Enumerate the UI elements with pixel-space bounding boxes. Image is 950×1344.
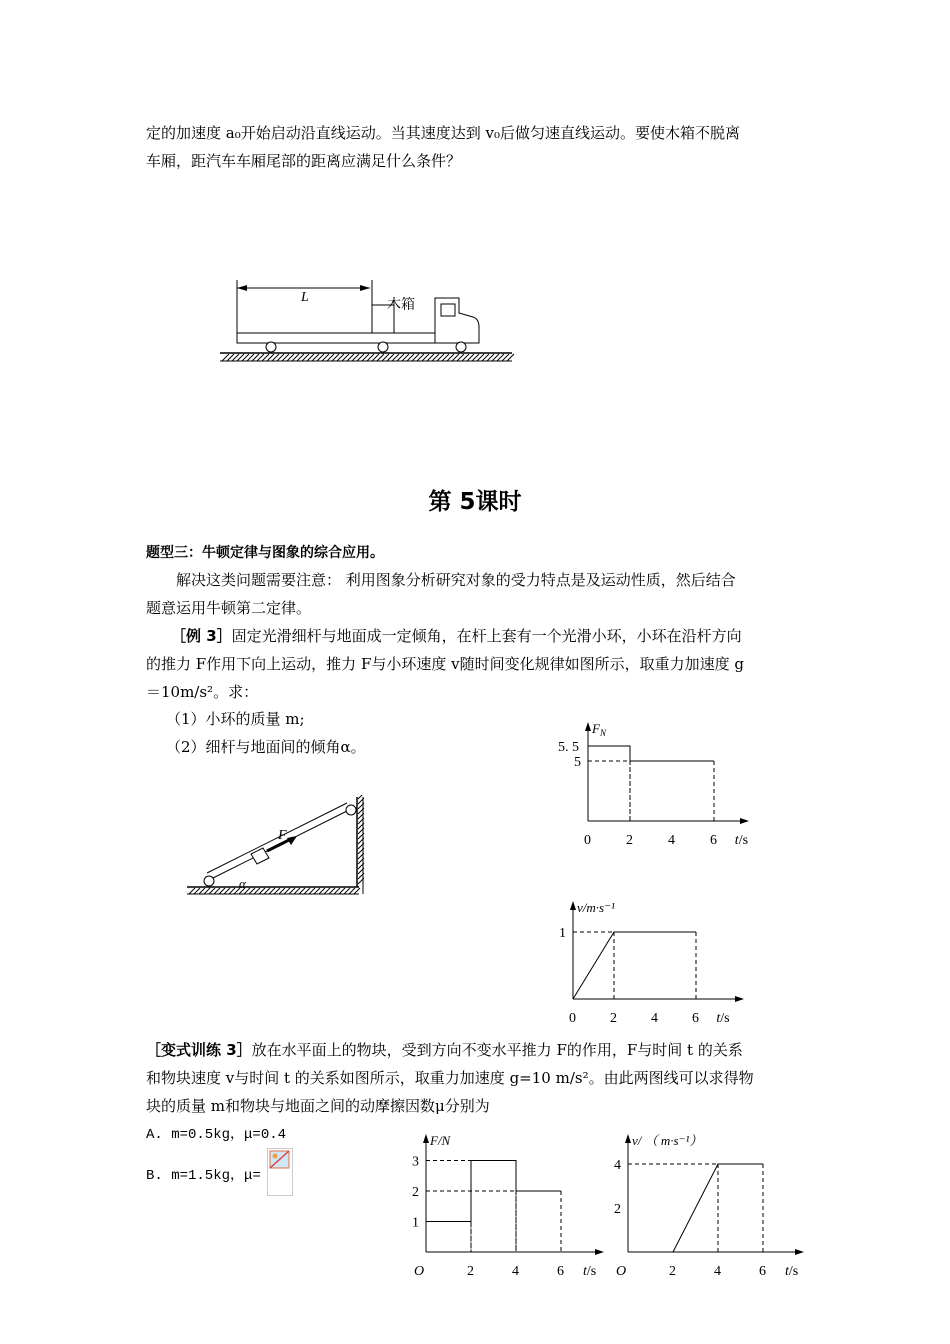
x-axis-arrow (595, 1249, 604, 1255)
force-label: F (278, 828, 287, 843)
origin-label: O (616, 1264, 627, 1279)
x-tick-label: 2 (669, 1264, 676, 1279)
x-axis-arrow (735, 996, 744, 1002)
example3-line-3: ＝10m/s²。求： (146, 683, 259, 701)
option-a[interactable]: A. m=0.5kg，μ=0.4 (146, 1127, 287, 1143)
y-axis-arrow (570, 901, 576, 910)
series-line (573, 932, 696, 999)
variant3-tag: ［变式训练 3］ (146, 1041, 252, 1059)
option-b[interactable]: B. m=1.5kg，μ= (146, 1168, 261, 1184)
y-axis-arrow (585, 722, 591, 731)
x-axis-arrow (740, 818, 749, 824)
series-line (426, 1161, 561, 1222)
series-line (588, 746, 714, 761)
x-tick-label: 2 (626, 833, 633, 848)
y-axis-label-subscript: N (599, 728, 606, 738)
y-tick-label: 4 (614, 1158, 621, 1173)
y-axis-arrow (423, 1134, 429, 1143)
note-line-1: 解决这类问题需要注意： 利用图象分析研究对象的受力特点是及运动性质，然后结合 (176, 571, 736, 589)
y-tick-label: 5 (574, 755, 581, 770)
y-tick-label: 5. 5 (558, 740, 579, 755)
x-tick-label: 0 (569, 1011, 576, 1026)
y-tick-label: 2 (614, 1202, 621, 1217)
y-axis-arrow (625, 1134, 631, 1143)
velocity-time-chart (610, 1128, 810, 1288)
v-chart (550, 895, 755, 1033)
x-tick-label: 4 (668, 833, 675, 848)
x-tick-label: 6 (710, 833, 717, 848)
example3-line-2: 的推力 F作用下向上运动，推力 F与小环速度 v随时间变化规律如图所示，取重力加速度 g (146, 655, 744, 673)
broken-image-icon (267, 1148, 293, 1196)
x-axis-arrow (795, 1249, 804, 1255)
y-tick-label: 1 (412, 1215, 419, 1231)
variant3-line-2: 和物块速度 v与时间 t 的关系如图所示，取重力加速度 g=10 m/s²。由此两图线可以求得物 (146, 1069, 754, 1087)
box-label: 木箱 (387, 298, 415, 313)
question-1: （1）小环的质量 m; (166, 710, 305, 728)
x-tick-label: 6 (557, 1264, 564, 1279)
example3-line-1 (146, 622, 808, 650)
question-2: （2）细杆与地面间的倾角α。 (166, 738, 366, 756)
x-tick-label: 6 (692, 1011, 699, 1026)
x-tick-label: 4 (512, 1264, 519, 1279)
force-time-chart (400, 1128, 610, 1288)
variant3-line-3: 块的质量 m和物块与地面之间的动摩擦因数μ分别为 (146, 1097, 490, 1115)
x-axis-label: t/s (716, 1011, 730, 1026)
y-tick-label: 3 (412, 1154, 419, 1170)
truck-figure (215, 275, 515, 370)
x-axis-label: t/s (583, 1264, 597, 1279)
variant3-text-1: 放在水平面上的物块，受到方向不变水平推力 F的作用，F与时间 t 的关系 (251, 1041, 743, 1059)
intro-line-2: 车厢，距汽车车厢尾部的距离应满足什么条件？ (146, 152, 462, 170)
variant3-line-1 (146, 1036, 808, 1064)
x-tick-label: 6 (759, 1264, 766, 1279)
intro-line-1: 定的加速度 a₀开始启动沿直线运动。当其速度达到 v₀后做匀速直线运动。要使木箱不脱离 (146, 124, 740, 142)
x-tick-label: 4 (651, 1011, 658, 1026)
lesson-title: 第 5课时 (428, 489, 522, 515)
x-tick-label: 2 (467, 1264, 474, 1279)
fn-chart (550, 716, 755, 854)
section-heading: 题型三：牛顿定律与图象的综合应用。 (146, 545, 384, 561)
rod-figure (185, 795, 365, 900)
x-axis-label: t/s (785, 1264, 799, 1279)
y-tick-label: 1 (559, 926, 566, 941)
y-axis-label: F/N (430, 1133, 451, 1148)
example3-tag: ［例 3］ (171, 627, 232, 645)
x-tick-label: 0 (584, 833, 591, 848)
origin-label: O (414, 1264, 425, 1279)
x-tick-label: 2 (610, 1011, 617, 1026)
example3-text-1: 固定光滑细杆与地面成一定倾角，在杆上套有一个光滑小环，小环在沿杆方向 (231, 627, 742, 645)
length-label: L (301, 290, 309, 305)
y-tick-label: 2 (412, 1185, 419, 1200)
angle-label: α (239, 876, 246, 891)
note-line-2: 题意运用牛顿第二定律。 (146, 599, 312, 617)
x-tick-label: 4 (714, 1264, 721, 1279)
y-axis-label: v/m·s⁻¹ (577, 900, 615, 915)
y-axis-label: $F_N$ (592, 721, 606, 738)
x-axis-label: t/s (734, 833, 749, 848)
y-axis-label: v/ （ m·s⁻¹） (632, 1133, 703, 1148)
